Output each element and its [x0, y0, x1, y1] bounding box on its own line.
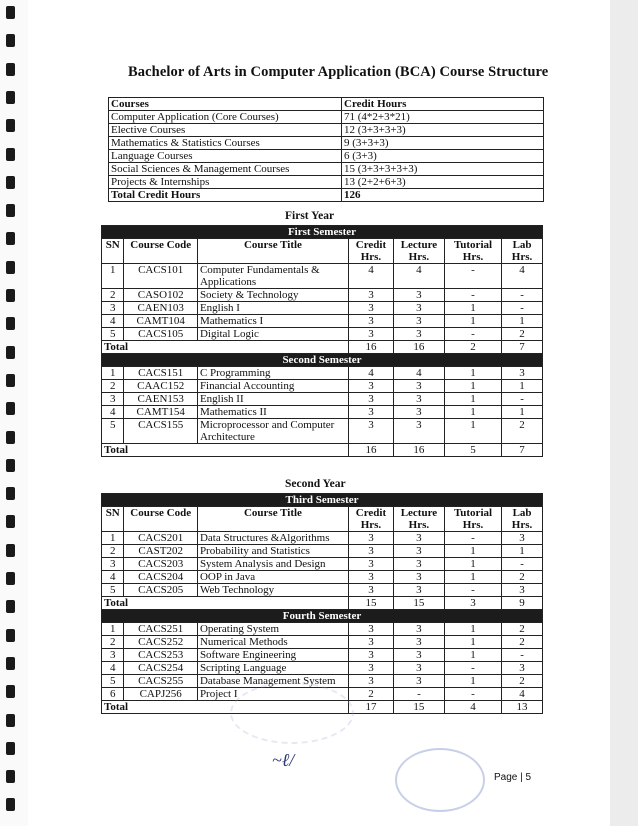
tutorial-hours: - — [444, 532, 501, 545]
tutorial-hours: 1 — [444, 545, 501, 558]
semester-total-value: 5 — [444, 444, 501, 457]
lecture-hours: 4 — [393, 367, 444, 380]
tutorial-hours: - — [444, 328, 501, 341]
serial-number: 4 — [102, 406, 124, 419]
credit-hours: 3 — [349, 584, 394, 597]
binder-hole — [6, 232, 15, 245]
credit-hours: 3 — [349, 545, 394, 558]
lab-hours: 2 — [502, 675, 543, 688]
credit-hours: 3 — [349, 532, 394, 545]
course-title: English II — [197, 393, 348, 406]
lab-hours: 1 — [502, 545, 543, 558]
column-header-tutorial: Tutorial Hrs. — [444, 507, 501, 532]
lecture-hours: 3 — [393, 584, 444, 597]
summary-row — [109, 176, 544, 189]
credit-hours: 3 — [349, 419, 394, 444]
course-code: CACS252 — [124, 636, 197, 649]
course-row — [102, 649, 543, 662]
summary-row — [109, 137, 544, 150]
course-row — [102, 367, 543, 380]
binder-hole — [6, 346, 15, 359]
course-code: CAST202 — [124, 545, 197, 558]
course-row — [102, 623, 543, 636]
summary-credit: 15 (3+3+3+3+3) — [342, 163, 544, 176]
summary-credit: 6 (3+3) — [342, 150, 544, 163]
binder-hole — [6, 6, 15, 19]
course-row — [102, 636, 543, 649]
semester-total-value: 16 — [393, 341, 444, 354]
binder-hole — [6, 487, 15, 500]
tutorial-hours: 1 — [444, 419, 501, 444]
binder-hole — [6, 714, 15, 727]
semester-total-value: 2 — [444, 341, 501, 354]
credit-hours: 3 — [349, 649, 394, 662]
tutorial-hours: 1 — [444, 675, 501, 688]
column-header-sn: SN — [102, 239, 124, 264]
semester-total-value: 13 — [502, 701, 543, 714]
binder-hole — [6, 629, 15, 642]
course-code: CAAC152 — [124, 380, 197, 393]
binder-hole — [6, 544, 15, 557]
credit-hours: 3 — [349, 406, 394, 419]
course-title: Digital Logic — [197, 328, 348, 341]
tutorial-hours: 1 — [444, 636, 501, 649]
tutorial-hours: 1 — [444, 393, 501, 406]
lab-hours: - — [502, 393, 543, 406]
credit-hours: 3 — [349, 662, 394, 675]
semester-total-value: 3 — [444, 597, 501, 610]
serial-number: 4 — [102, 315, 124, 328]
lab-hours: 2 — [502, 419, 543, 444]
lab-hours: 3 — [502, 662, 543, 675]
binder-hole — [6, 431, 15, 444]
document-title: Bachelor of Arts in Computer Application (BCA) Course Structure — [128, 64, 549, 80]
faint-seal — [230, 682, 354, 744]
binder-hole — [6, 657, 15, 670]
serial-number: 2 — [102, 380, 124, 393]
course-code: CACS203 — [124, 558, 197, 571]
summary-credit: 71 (4*2+3*21) — [342, 111, 544, 124]
tutorial-hours: 1 — [444, 571, 501, 584]
signature: ~ℓ/ — [272, 750, 295, 770]
column-header-title: Course Title — [197, 507, 348, 532]
column-header-credit: Credit Hrs. — [349, 507, 394, 532]
tutorial-hours: - — [444, 584, 501, 597]
course-title: Database Management System — [197, 675, 348, 688]
binder-hole — [6, 261, 15, 274]
semester-total-value: 7 — [502, 444, 543, 457]
course-code: CACS255 — [124, 675, 197, 688]
binder-hole — [6, 374, 15, 387]
course-title: C Programming — [197, 367, 348, 380]
column-header-lab: Lab Hrs. — [502, 507, 543, 532]
lecture-hours: 3 — [393, 302, 444, 315]
course-title: Project I — [197, 688, 348, 701]
summary-credit: 9 (3+3+3) — [342, 137, 544, 150]
column-header-title: Course Title — [197, 239, 348, 264]
serial-number: 5 — [102, 675, 124, 688]
course-title: Mathematics I — [197, 315, 348, 328]
binder-hole — [6, 685, 15, 698]
semester-total-value: 15 — [393, 597, 444, 610]
credit-summary-table — [108, 97, 544, 202]
serial-number: 1 — [102, 623, 124, 636]
lecture-hours: 3 — [393, 571, 444, 584]
lecture-hours: 3 — [393, 328, 444, 341]
lab-hours: 3 — [502, 367, 543, 380]
lab-hours: 4 — [502, 688, 543, 701]
binder-hole — [6, 204, 15, 217]
lecture-hours: 3 — [393, 623, 444, 636]
tutorial-hours: 1 — [444, 380, 501, 393]
page-edge — [610, 0, 638, 826]
semester-total-label: Total — [102, 701, 349, 714]
summary-course: Mathematics & Statistics Courses — [109, 137, 342, 150]
credit-hours: 3 — [349, 571, 394, 584]
summary-course: Elective Courses — [109, 124, 342, 137]
course-title: Mathematics II — [197, 406, 348, 419]
lecture-hours: 3 — [393, 380, 444, 393]
binder-hole — [6, 176, 15, 189]
serial-number: 3 — [102, 649, 124, 662]
lecture-hours: 3 — [393, 675, 444, 688]
serial-number: 2 — [102, 289, 124, 302]
binder-hole — [6, 148, 15, 161]
course-row — [102, 545, 543, 558]
lab-hours: 1 — [502, 380, 543, 393]
binder-hole — [6, 317, 15, 330]
summary-row — [109, 150, 544, 163]
lab-hours: 2 — [502, 623, 543, 636]
serial-number: 1 — [102, 532, 124, 545]
course-code: CACS251 — [124, 623, 197, 636]
course-title: Probability and Statistics — [197, 545, 348, 558]
credit-hours: 3 — [349, 289, 394, 302]
serial-number: 1 — [102, 264, 124, 289]
course-row — [102, 584, 543, 597]
column-header-credit: Credit Hrs. — [349, 239, 394, 264]
office-stamp — [395, 748, 485, 812]
serial-number: 3 — [102, 393, 124, 406]
lab-hours: 1 — [502, 406, 543, 419]
course-row — [102, 380, 543, 393]
tutorial-hours: 1 — [444, 406, 501, 419]
course-code: CACS205 — [124, 584, 197, 597]
binder-margin — [0, 0, 28, 826]
course-code: CACS151 — [124, 367, 197, 380]
course-code: CAEN153 — [124, 393, 197, 406]
credit-hours: 3 — [349, 315, 394, 328]
page-number: Page | 5 — [494, 772, 532, 783]
binder-hole — [6, 63, 15, 76]
lab-hours: - — [502, 558, 543, 571]
course-code: CAMT154 — [124, 406, 197, 419]
course-code: CACS204 — [124, 571, 197, 584]
lecture-hours: 3 — [393, 289, 444, 302]
lecture-hours: 3 — [393, 558, 444, 571]
credit-hours: 2 — [349, 688, 394, 701]
column-header-lecture: Lecture Hrs. — [393, 507, 444, 532]
credit-hours: 3 — [349, 558, 394, 571]
summary-credit: 12 (3+3+3+3) — [342, 124, 544, 137]
semester-total-label: Total — [102, 597, 349, 610]
semester-total-value: 7 — [502, 341, 543, 354]
summary-course: Projects & Internships — [109, 176, 342, 189]
course-code: CAMT104 — [124, 315, 197, 328]
lab-hours: 3 — [502, 584, 543, 597]
tutorial-hours: 1 — [444, 649, 501, 662]
course-row — [102, 558, 543, 571]
summary-course: Language Courses — [109, 150, 342, 163]
course-code: CAEN103 — [124, 302, 197, 315]
lecture-hours: 3 — [393, 393, 444, 406]
tutorial-hours: - — [444, 289, 501, 302]
serial-number: 6 — [102, 688, 124, 701]
course-title: English I — [197, 302, 348, 315]
lecture-hours: 3 — [393, 636, 444, 649]
course-row — [102, 662, 543, 675]
lab-hours: - — [502, 649, 543, 662]
serial-number: 1 — [102, 367, 124, 380]
lecture-hours: 3 — [393, 406, 444, 419]
course-title: Data Structures &Algorithms — [197, 532, 348, 545]
summary-total-value: 126 — [342, 189, 544, 202]
credit-hours: 3 — [349, 623, 394, 636]
tutorial-hours: 1 — [444, 302, 501, 315]
lab-hours: 4 — [502, 264, 543, 289]
serial-number: 4 — [102, 662, 124, 675]
lecture-hours: 4 — [393, 264, 444, 289]
tutorial-hours: 1 — [444, 315, 501, 328]
course-table — [101, 225, 543, 457]
serial-number: 2 — [102, 545, 124, 558]
course-title: Web Technology — [197, 584, 348, 597]
serial-number: 4 — [102, 571, 124, 584]
course-title: Computer Fundamentals & Applications — [197, 264, 348, 289]
course-row — [102, 532, 543, 545]
lecture-hours: 3 — [393, 315, 444, 328]
binder-hole — [6, 289, 15, 302]
semester-total-value: 9 — [502, 597, 543, 610]
course-title: Operating System — [197, 623, 348, 636]
serial-number: 2 — [102, 636, 124, 649]
credit-hours: 4 — [349, 264, 394, 289]
summary-row — [109, 163, 544, 176]
semester-heading: First Semester — [102, 226, 543, 239]
summary-row — [109, 111, 544, 124]
credit-hours: 3 — [349, 393, 394, 406]
course-code: CACS155 — [124, 419, 197, 444]
binder-hole — [6, 600, 15, 613]
course-row — [102, 315, 543, 328]
lab-hours: - — [502, 289, 543, 302]
column-header-lab: Lab Hrs. — [502, 239, 543, 264]
credit-hours: 3 — [349, 380, 394, 393]
tutorial-hours: 1 — [444, 623, 501, 636]
binder-hole — [6, 34, 15, 47]
semester-total-value: 16 — [349, 444, 394, 457]
course-title: Financial Accounting — [197, 380, 348, 393]
lecture-hours: 3 — [393, 649, 444, 662]
course-row — [102, 419, 543, 444]
course-title: System Analysis and Design — [197, 558, 348, 571]
summary-row — [109, 124, 544, 137]
course-row — [102, 289, 543, 302]
lecture-hours: 3 — [393, 532, 444, 545]
serial-number: 5 — [102, 419, 124, 444]
lecture-hours: 3 — [393, 662, 444, 675]
course-row — [102, 393, 543, 406]
semester-heading: Second Semester — [102, 354, 543, 367]
lecture-hours: 3 — [393, 419, 444, 444]
binder-hole — [6, 402, 15, 415]
serial-number: 3 — [102, 302, 124, 315]
course-title: Scripting Language — [197, 662, 348, 675]
lab-hours: - — [502, 302, 543, 315]
semester-total-label: Total — [102, 341, 349, 354]
lab-hours: 2 — [502, 571, 543, 584]
summary-header-courses: Courses — [109, 98, 342, 111]
tutorial-hours: 1 — [444, 367, 501, 380]
serial-number: 5 — [102, 328, 124, 341]
course-title: Numerical Methods — [197, 636, 348, 649]
course-title: Microprocessor and Computer Architecture — [197, 419, 348, 444]
course-title: Society & Technology — [197, 289, 348, 302]
semester-total-value: 15 — [393, 701, 444, 714]
course-row — [102, 571, 543, 584]
column-header-sn: SN — [102, 507, 124, 532]
summary-course: Computer Application (Core Courses) — [109, 111, 342, 124]
semester-total-value: 15 — [349, 597, 394, 610]
semester-total-value: 16 — [349, 341, 394, 354]
course-code: CACS201 — [124, 532, 197, 545]
lab-hours: 3 — [502, 532, 543, 545]
course-code: CACS105 — [124, 328, 197, 341]
course-code: CASO102 — [124, 289, 197, 302]
course-code: CACS253 — [124, 649, 197, 662]
lecture-hours: - — [393, 688, 444, 701]
column-header-code: Course Code — [124, 507, 197, 532]
course-code: CACS254 — [124, 662, 197, 675]
course-row — [102, 406, 543, 419]
course-row — [102, 302, 543, 315]
credit-hours: 3 — [349, 675, 394, 688]
course-row — [102, 264, 543, 289]
lecture-hours: 3 — [393, 545, 444, 558]
column-header-lecture: Lecture Hrs. — [393, 239, 444, 264]
tutorial-hours: - — [444, 662, 501, 675]
serial-number: 3 — [102, 558, 124, 571]
lab-hours: 1 — [502, 315, 543, 328]
course-table — [101, 493, 543, 714]
semester-total-value: 17 — [349, 701, 394, 714]
binder-hole — [6, 742, 15, 755]
semester-heading: Third Semester — [102, 494, 543, 507]
course-row — [102, 328, 543, 341]
credit-hours: 3 — [349, 302, 394, 315]
tutorial-hours: 1 — [444, 558, 501, 571]
tutorial-hours: - — [444, 688, 501, 701]
binder-hole — [6, 798, 15, 811]
serial-number: 5 — [102, 584, 124, 597]
binder-hole — [6, 459, 15, 472]
column-header-code: Course Code — [124, 239, 197, 264]
binder-hole — [6, 515, 15, 528]
semester-total-value: 4 — [444, 701, 501, 714]
binder-hole — [6, 770, 15, 783]
binder-hole — [6, 572, 15, 585]
semester-total-label: Total — [102, 444, 349, 457]
year-heading-first: First Year — [285, 210, 335, 222]
course-code: CAPJ256 — [124, 688, 197, 701]
summary-credit: 13 (2+2+6+3) — [342, 176, 544, 189]
course-title: OOP in Java — [197, 571, 348, 584]
credit-hours: 3 — [349, 328, 394, 341]
semester-heading: Fourth Semester — [102, 610, 543, 623]
credit-hours: 3 — [349, 636, 394, 649]
column-header-tutorial: Tutorial Hrs. — [444, 239, 501, 264]
course-code: CACS101 — [124, 264, 197, 289]
course-title: Software Engineering — [197, 649, 348, 662]
credit-hours: 4 — [349, 367, 394, 380]
summary-course: Social Sciences & Management Courses — [109, 163, 342, 176]
binder-hole — [6, 91, 15, 104]
summary-total-label: Total Credit Hours — [109, 189, 342, 202]
lab-hours: 2 — [502, 636, 543, 649]
tutorial-hours: - — [444, 264, 501, 289]
lab-hours: 2 — [502, 328, 543, 341]
year-heading-second: Second Year — [285, 478, 346, 490]
semester-total-value: 16 — [393, 444, 444, 457]
summary-header-credit: Credit Hours — [342, 98, 544, 111]
binder-hole — [6, 119, 15, 132]
